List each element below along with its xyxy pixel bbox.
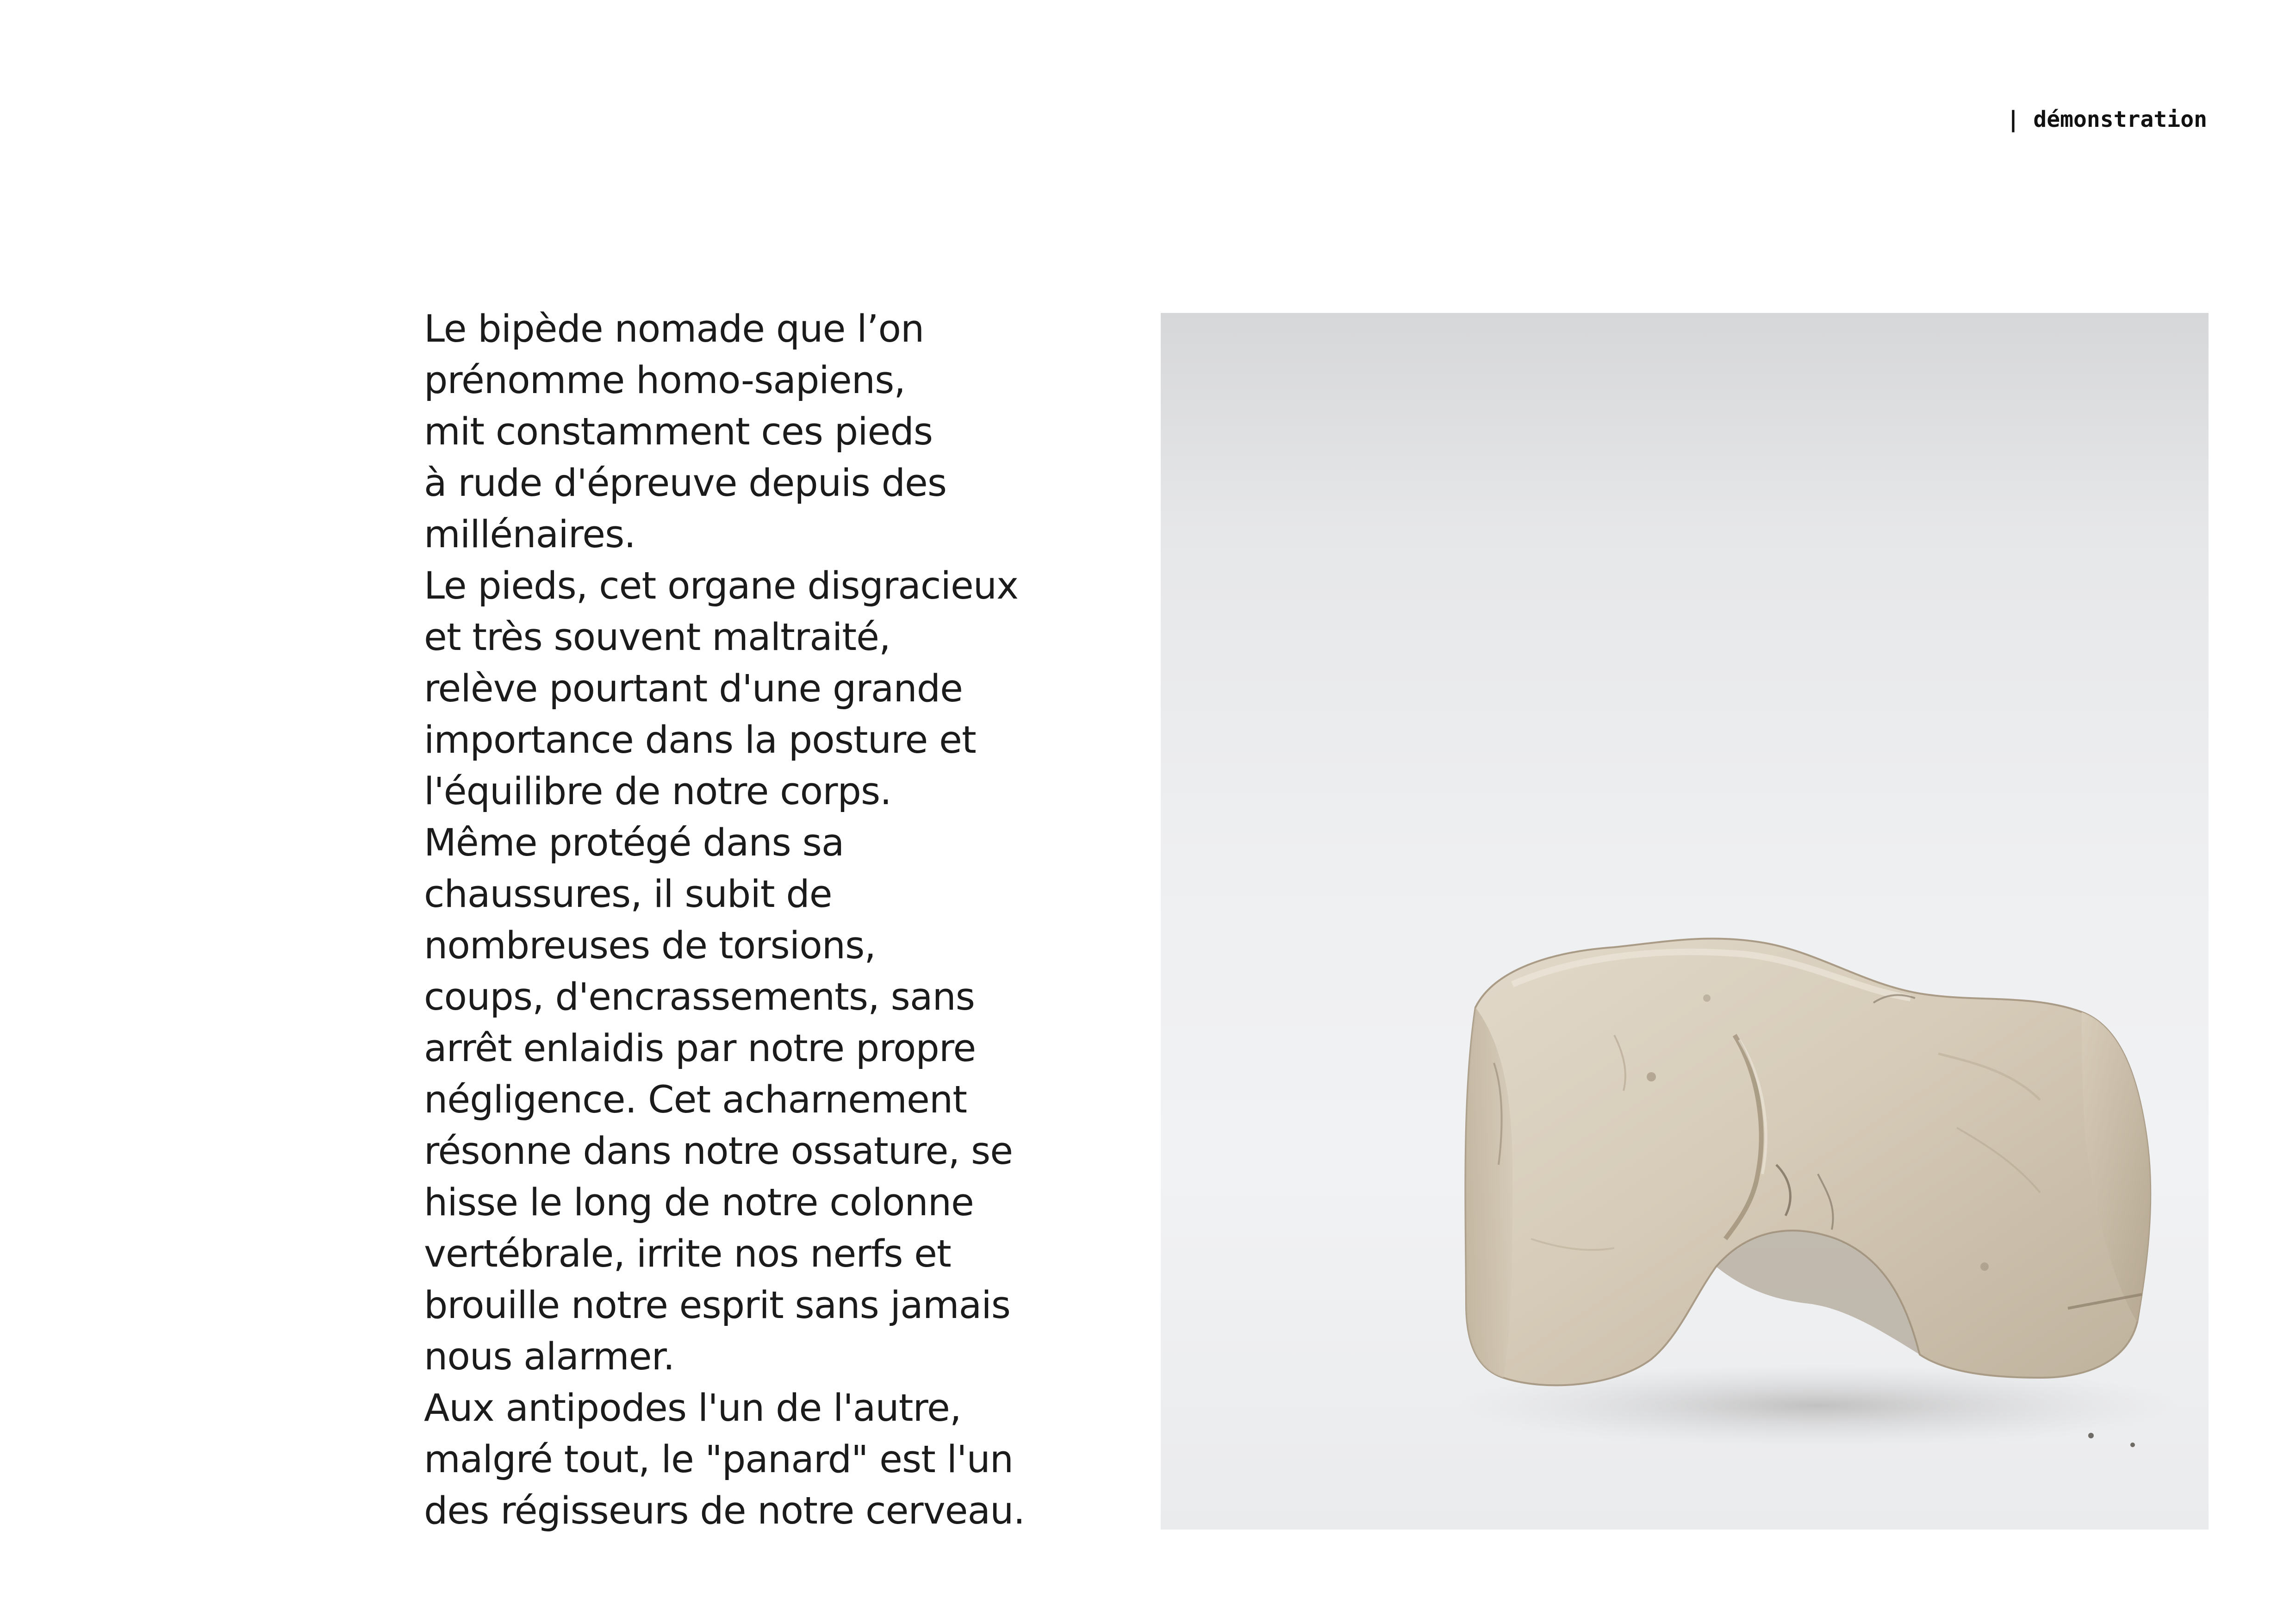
- text-line: et très souvent maltraité,: [424, 616, 890, 659]
- text-line: nombreuses de torsions,: [424, 924, 876, 968]
- text-line: Même protégé dans sa: [424, 821, 844, 865]
- text-line: importance dans la posture et: [424, 718, 976, 762]
- clay-foot-illustration: [1161, 313, 2209, 1530]
- body-text: [424, 304, 1090, 1537]
- section-tag: | démonstration: [2006, 106, 2207, 132]
- text-line: Le bipède nomade que l’on: [424, 307, 924, 351]
- text-line: prénomme homo-sapiens,: [424, 359, 906, 402]
- clay-foot-photo: [1161, 313, 2209, 1530]
- text-line: millénaires.: [424, 513, 636, 556]
- text-line: brouille notre esprit sans jamais: [424, 1284, 1010, 1327]
- text-line: coups, d'encrassements, sans: [424, 975, 975, 1019]
- text-line: l'équilibre de notre corps.: [424, 770, 891, 813]
- text-line: vertébrale, irrite nos nerfs et: [424, 1232, 951, 1276]
- text-line: nous alarmer.: [424, 1335, 675, 1379]
- text-line: à rude d'épreuve depuis des: [424, 462, 947, 505]
- text-line: relève pourtant d'une grande: [424, 667, 963, 711]
- text-line: Aux antipodes l'un de l'autre,: [424, 1387, 961, 1430]
- text-line: mit constamment ces pieds: [424, 410, 933, 454]
- text-line: négligence. Cet acharnement: [424, 1078, 967, 1122]
- text-line: hisse le long de notre colonne: [424, 1181, 974, 1224]
- text-line: Le pieds, cet organe disgracieux: [424, 564, 1019, 608]
- text-line: malgré tout, le "panard" est l'un: [424, 1438, 1014, 1481]
- text-line: résonne dans notre ossature, se: [424, 1130, 1013, 1173]
- text-line: arrêt enlaidis par notre propre: [424, 1027, 976, 1070]
- text-line: chaussures, il subit de: [424, 873, 832, 916]
- text-line: des régisseurs de notre cerveau.: [424, 1489, 1025, 1533]
